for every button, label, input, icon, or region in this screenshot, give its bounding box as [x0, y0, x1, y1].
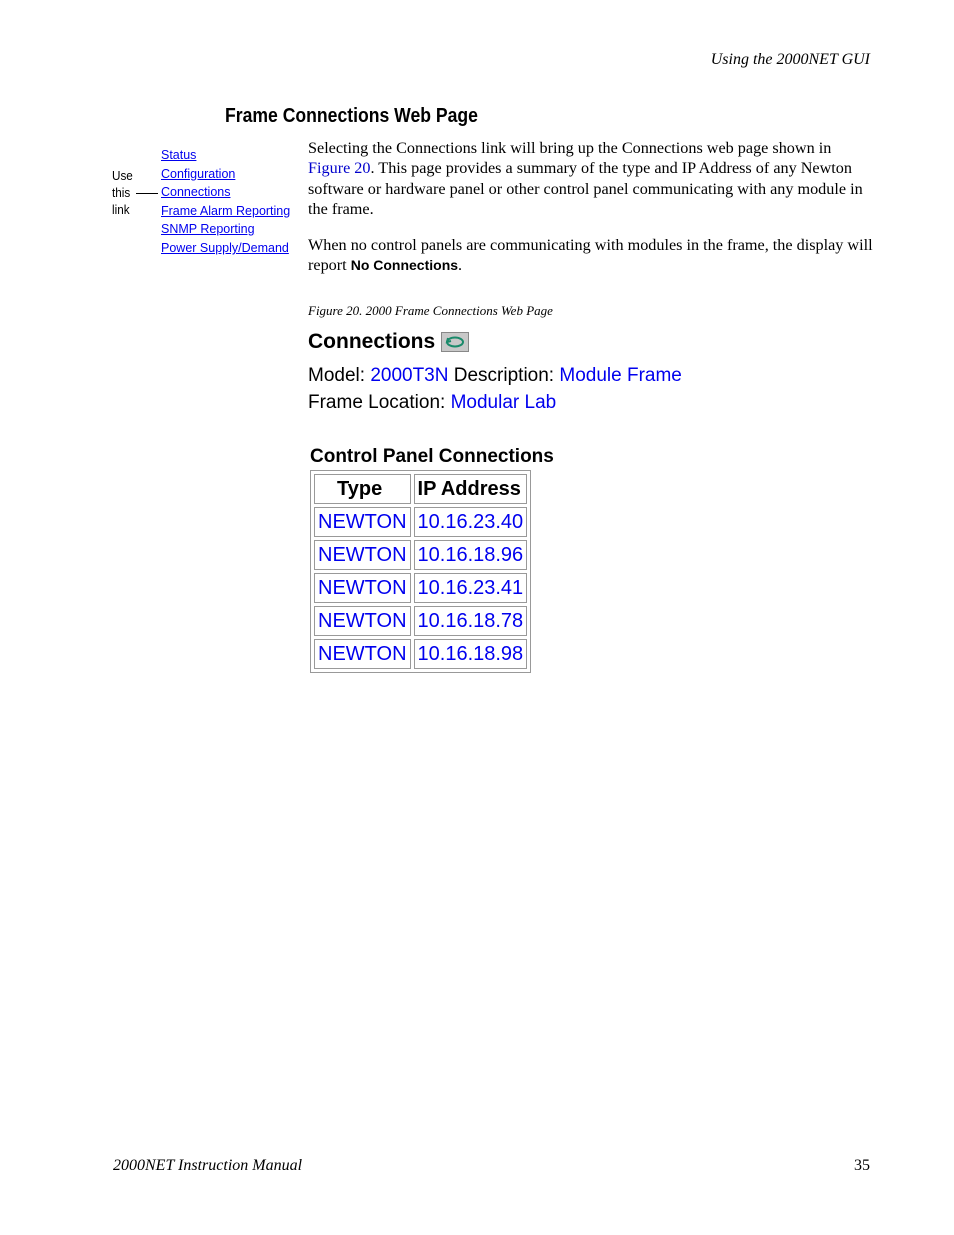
location-value-link[interactable]: Modular Lab [450, 392, 557, 413]
type-cell[interactable]: NEWTON [314, 507, 411, 537]
description-value-link[interactable]: Module Frame [559, 365, 682, 386]
model-label: Model: [308, 365, 366, 386]
ip-address-cell[interactable]: 10.16.23.41 [414, 573, 528, 603]
ip-address-cell[interactable]: 10.16.18.98 [414, 639, 528, 669]
type-cell[interactable]: NEWTON [314, 573, 411, 603]
control-panel-connections-title: Control Panel Connections [310, 446, 554, 467]
footer-page-number: 35 [854, 1157, 870, 1174]
type-cell[interactable]: NEWTON [314, 540, 411, 570]
figure-caption: Figure 20. 2000 Frame Connections Web Page [308, 303, 553, 318]
no-connections-term: No Connections [350, 257, 459, 274]
frame-location-row [308, 392, 556, 414]
paragraph-no-connections [308, 235, 873, 276]
type-cell[interactable]: NEWTON [314, 639, 411, 669]
nav-link-configuration[interactable]: Configuration [161, 166, 236, 181]
callout-leader-line [136, 193, 158, 194]
connections-title-text: Connections [308, 330, 436, 353]
refresh-icon[interactable] [441, 332, 469, 352]
table-row [314, 639, 527, 669]
nav-link-connections[interactable]: Connections [161, 185, 231, 200]
nav-link-snmp-reporting[interactable]: SNMP Reporting [161, 222, 255, 237]
nav-link-list [161, 146, 290, 258]
location-label: Frame Location: [308, 392, 446, 413]
callout-label [112, 167, 133, 218]
description-label: Description: [453, 365, 555, 386]
paragraph1-text-a: Selecting the Connections link will bring up the Connections web page shown in [308, 139, 832, 157]
callout-line-3: link [112, 202, 130, 217]
nav-link-frame-alarm-reporting[interactable]: Frame Alarm Reporting [161, 203, 291, 218]
table-header-row [314, 474, 527, 504]
ip-address-cell[interactable]: 10.16.18.96 [414, 540, 528, 570]
callout-line-2: this [112, 185, 131, 200]
running-header: Using the 2000NET GUI [710, 51, 870, 68]
connections-page-title [308, 330, 469, 354]
paragraph1-text-b: . This page provides a summary of the type and IP Address of any Newton software or hardware panel or other control panel communicating with any module in the frame. [308, 159, 863, 219]
paragraph2-text-a: When no control panels are communicating with modules in the frame, the display will report [308, 236, 873, 275]
table-row [314, 606, 527, 636]
column-header-ip-address: IP Address [414, 474, 528, 504]
model-value-link[interactable]: 2000T3N [370, 365, 449, 386]
callout-line-1: Use [112, 168, 133, 183]
nav-link-power-supply-demand[interactable]: Power Supply/Demand [161, 240, 289, 255]
table-row [314, 540, 527, 570]
nav-link-status[interactable]: Status [161, 148, 197, 162]
figure-reference-link[interactable]: Figure 20 [308, 159, 371, 178]
table-row [314, 573, 527, 603]
column-header-type: Type [314, 474, 411, 504]
paragraph-connections-intro [308, 138, 873, 220]
paragraph2-text-b: . [458, 256, 463, 275]
ip-address-cell[interactable]: 10.16.23.40 [414, 507, 528, 537]
section-title: Frame Connections Web Page [225, 105, 478, 127]
model-description-row [308, 365, 682, 387]
table-row [314, 507, 527, 537]
footer-manual-title: 2000NET Instruction Manual [113, 1157, 303, 1174]
ip-address-cell[interactable]: 10.16.18.78 [414, 606, 528, 636]
type-cell[interactable]: NEWTON [314, 606, 411, 636]
connections-table [310, 470, 531, 673]
